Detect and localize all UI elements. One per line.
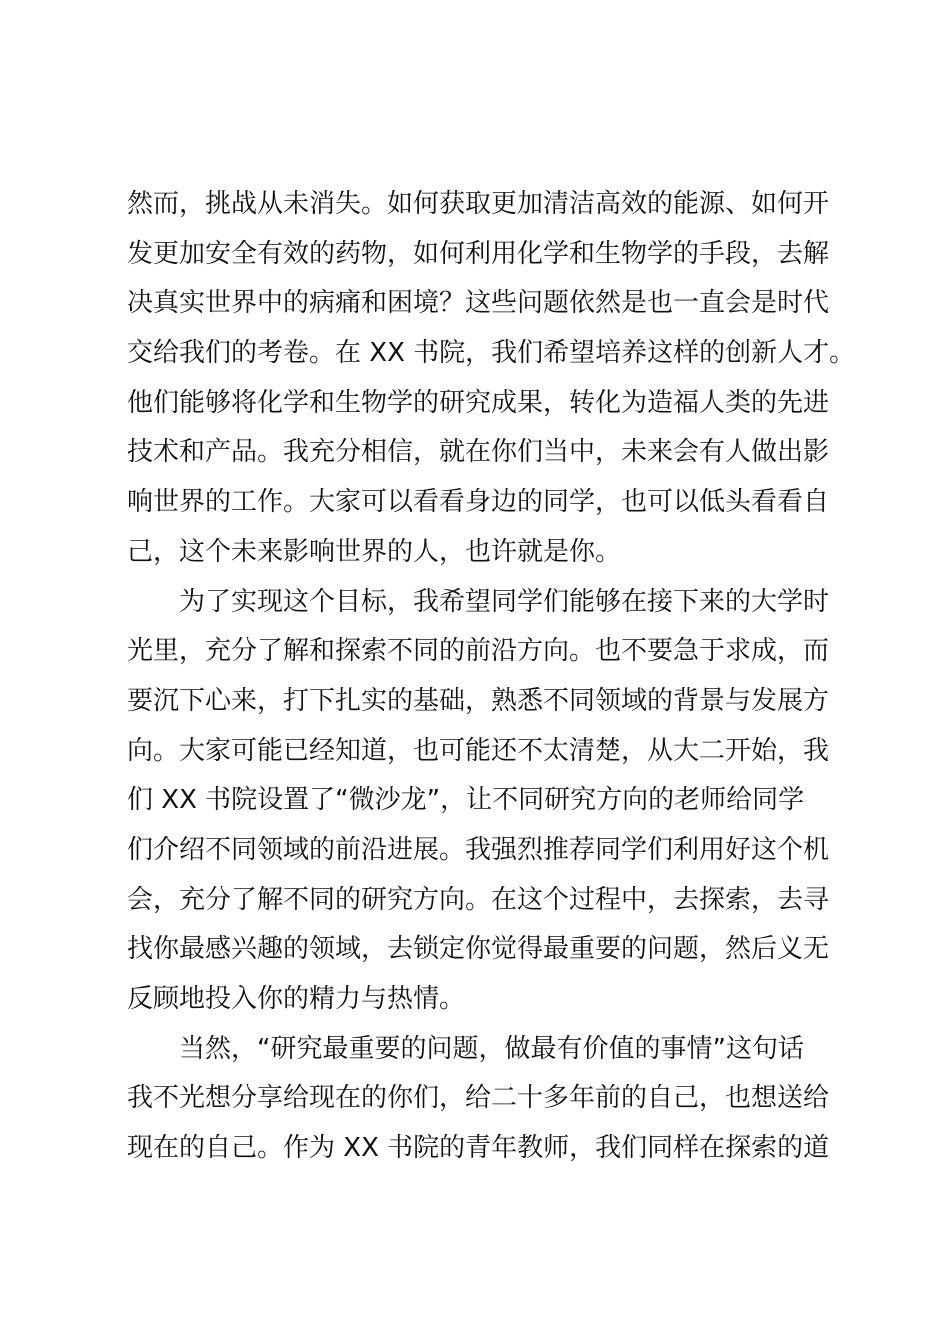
text-line: 为了实现这个目标，我希望同学们能够在接下来的大学时 [127, 586, 830, 617]
text-line: 技术和产品。我充分相信，就在你们当中，未来会有人做出影 [127, 437, 830, 468]
text-line: 向。大家可能已经知道，也可能还不太清楚，从大二开始，我 [127, 735, 830, 766]
body-text [127, 180, 856, 1174]
text-line: 交给我们的考卷。在 XX 书院，我们希望培养这样的创新人才。 [127, 338, 856, 369]
text-line: 找你最感兴趣的领域，去锁定你觉得最重要的问题，然后义无 [127, 934, 830, 965]
text-line: 当然，“研究最重要的问题，做最有价值的事情”这句话 [127, 1033, 804, 1064]
text-line: 要沉下心来，打下扎实的基础，熟悉不同领域的背景与发展方 [127, 685, 830, 716]
text-line: 己，这个未来影响世界的人，也许就是你。 [127, 536, 622, 567]
text-line: 光里，充分了解和探索不同的前沿方向。也不要急于求成，而 [127, 636, 830, 667]
text-line: 们介绍不同领域的前沿进展。我强烈推荐同学们利用好这个机 [127, 834, 830, 865]
text-line: 现在的自己。作为 XX 书院的青年教师，我们同样在探索的道 [127, 1133, 830, 1164]
text-line: 然而，挑战从未消失。如何获取更加清洁高效的能源、如何开 [127, 189, 830, 219]
text-line: 会，充分了解不同的研究方向。在这个过程中，去探索，去寻 [127, 884, 830, 915]
text-line: 决真实世界中的病痛和困境？这些问题依然是也一直会是时代 [127, 288, 830, 319]
text-line: 发更加安全有效的药物，如何利用化学和生物学的手段，去解 [127, 238, 830, 269]
text-line: 他们能够将化学和生物学的研究成果，转化为造福人类的先进 [127, 387, 830, 418]
text-line: 反顾地投入你的精力与热情。 [127, 984, 466, 1014]
text-line: 响世界的工作。大家可以看看身边的同学，也可以低头看看自 [127, 487, 830, 518]
text-line: 我不光想分享给现在的你们，给二十多年前的自己，也想送给 [127, 1083, 830, 1114]
text-line: 们 XX 书院设置了“微沙龙”，让不同研究方向的老师给同学 [127, 785, 805, 816]
